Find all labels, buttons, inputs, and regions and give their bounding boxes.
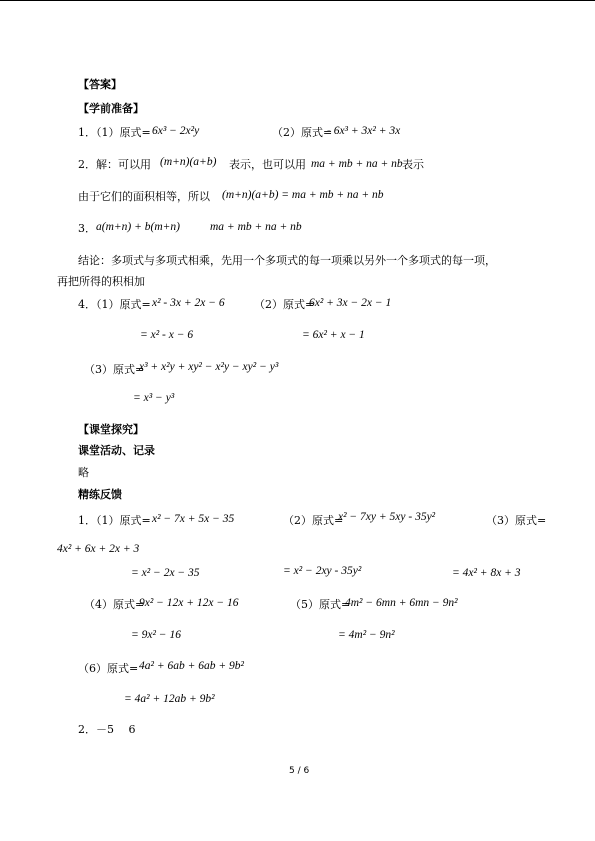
practice-1-4-expr: 9x² − 12x + 12x − 16 — [139, 597, 239, 609]
section-answer-heading: 【答案】 — [78, 78, 122, 91]
prep-2-expr1: (m+n)(a+b) — [160, 156, 217, 168]
practice-1-1-result: = x² − 2x − 35 — [131, 567, 200, 579]
prep-2-prefix: 2．解：可以用 — [78, 158, 151, 171]
prep-4-label: 3． — [78, 222, 96, 235]
prep-3-prefix: 由于它们的面积相等，所以 — [78, 190, 210, 203]
q4-1-label: 4．（1）原式= — [78, 298, 151, 311]
practice-2-values: －5 6 — [96, 723, 136, 736]
conclusion-line-1: 结论：多项式与多项式相乘，先用一个多项式的每一项乘以另外一个多项式的每一项， — [78, 254, 496, 267]
practice-1-1-expr: x² − 7x + 5x − 35 — [152, 513, 235, 525]
practice-1-3-label: （3）原式= — [486, 514, 547, 527]
conclusion-line-2: 再把所得的积相加 — [57, 275, 145, 288]
practice-1-4-result: = 9x² − 16 — [131, 629, 181, 641]
practice-1-4-label: （4）原式= — [84, 598, 145, 611]
prep-2-suffix: 表示 — [402, 158, 424, 171]
practice-1-6-result: = 4a² + 12ab + 9b² — [124, 693, 215, 705]
practice-1-6-expr: 4a² + 6ab + 6ab + 9b² — [139, 660, 244, 672]
practice-2-label: 2． — [78, 723, 96, 736]
prep-3-expr: (m+n)(a+b) = ma + mb + na + nb — [222, 189, 384, 201]
practice-1-2-expr: x² − 7xy + 5xy - 35y² — [338, 511, 436, 523]
prep-2-expr2: ma + mb + na + nb — [311, 158, 403, 170]
practice-1-3-expr: 4x² + 6x + 2x + 3 — [57, 543, 140, 555]
prep-4-expr1: a(m+n) + b(m+n) — [96, 221, 180, 233]
section-prep-heading: 【学前准备】 — [78, 102, 144, 115]
practice-1-5-result: = 4m² − 9n² — [338, 629, 395, 641]
explore-activity-heading: 课堂活动、记录 — [78, 444, 155, 457]
q4-1-expr: x² - 3x + 2x − 6 — [152, 297, 225, 309]
q4-3-label: （3）原式= — [84, 363, 145, 376]
practice-heading: 精练反馈 — [78, 488, 122, 501]
q4-2-expr: 6x² + 3x − 2x − 1 — [309, 297, 392, 309]
practice-1-5-label: （5）原式= — [290, 598, 351, 611]
page-top-rule — [0, 0, 595, 1]
prep-1-2-label: （2）原式= — [272, 126, 333, 139]
q4-3-result: = x³ − y³ — [133, 392, 175, 404]
prep-2-mid: 表示，也可以用 — [229, 158, 306, 171]
q4-3-expr: x³ + x²y + xy² − x²y − xy² − y³ — [139, 361, 279, 373]
prep-1-2-expr: - 6x³ + 3x² + 3x — [327, 125, 401, 137]
practice-1-2-label: （2）原式= — [283, 514, 344, 527]
prep-4-expr2: ma + mb + na + nb — [210, 221, 302, 233]
practice-1-3-result: = 4x² + 8x + 3 — [452, 567, 521, 579]
practice-1-1-label: 1．（1）原式= — [78, 514, 151, 527]
explore-activity-text: 略 — [78, 466, 89, 479]
q4-2-result: = 6x² + x − 1 — [302, 329, 365, 341]
prep-1-1-label: 1．（1）原式= — [78, 126, 151, 139]
q4-2-label: （2）原式= — [254, 298, 315, 311]
prep-1-1-expr: 6x³ − 2x²y — [152, 125, 200, 137]
page-number: 5 / 6 — [289, 766, 310, 776]
q4-1-result: = x² - x − 6 — [140, 329, 194, 341]
practice-1-2-result: = x² − 2xy - 35y² — [283, 565, 362, 577]
practice-1-5-expr: 4m² − 6mn + 6mn − 9n² — [345, 597, 458, 609]
section-explore-heading: 【课堂探究】 — [78, 423, 144, 436]
practice-1-6-label: （6）原式= — [78, 662, 139, 675]
